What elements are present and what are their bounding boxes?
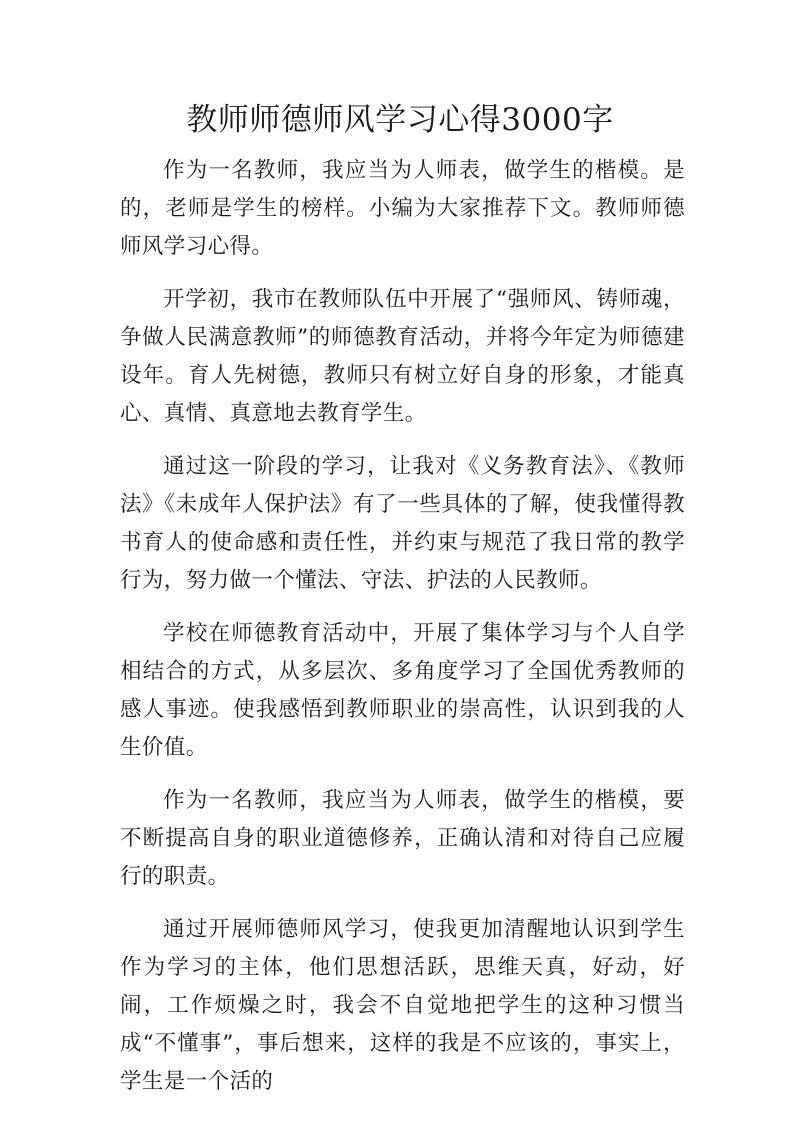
- paragraph: 作为一名教师，我应当为人师表，做学生的楷模，要不断提高自身的职业道德修养，正确认清和对待自己应履行的职责。: [120, 788, 685, 889]
- paragraph: 通过这一阶段的学习，让我对《义务教育法》、《教师法》《未成年人保护法》有了一些具体的了解，使我懂得教书育人的使命感和责任性，并约束与规范了我日常的教学行为，努力做一个懂法、守法、护法的人民教师。: [120, 454, 685, 593]
- paragraph: 开学初，我市在教师队伍中开展了“强师风、铸师魂，争做人民满意教师”的师德教育活动，并将今年定为师德建设年。育人先树德，教师只有树立好自身的形象，才能真心、真情、真意地去教育学生。: [120, 287, 685, 426]
- paragraph: 作为一名教师，我应当为人师表，做学生的楷模。是的，老师是学生的榜样。小编为大家推荐下文。教师师德师风学习心得。: [120, 158, 685, 259]
- document-body: [120, 152, 685, 1116]
- document-title: 教师师德师风学习心得3000字: [186, 102, 614, 138]
- paragraph: 通过开展师德师风学习，使我更加清醒地认识到学生作为学习的主体，他们思想活跃，思维天真，好动，好闹，工作烦燥之时，我会不自觉地把学生的这种习惯当成“不懂事”，事后想来，这样的我是不应该的，事实上，学生是一个活的: [120, 917, 685, 1094]
- paragraph: 学校在师德教育活动中，开展了集体学习与个人自学相结合的方式，从多层次、多角度学习了全国优秀教师的感人事迹。使我感悟到教师职业的崇高性，认识到我的人生价值。: [120, 621, 685, 760]
